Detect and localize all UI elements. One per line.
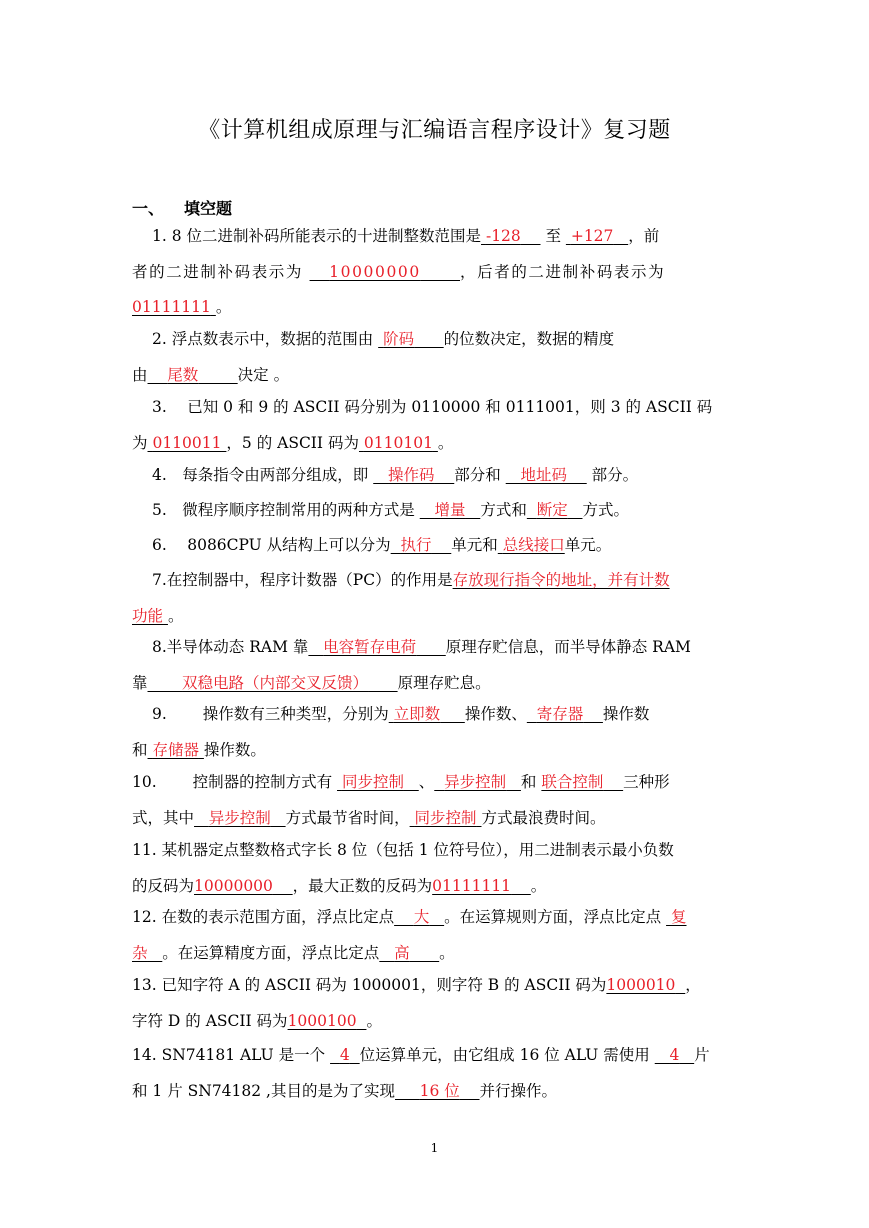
question-text: 12. 在数的表示范围方面，浮点比定点	[132, 908, 395, 926]
answer-blank: 增量	[434, 501, 466, 519]
question-text: 并行操作。	[479, 1081, 558, 1100]
question-text: 单元。	[564, 536, 612, 554]
page-number: 1	[430, 1141, 439, 1155]
question-9	[132, 697, 736, 768]
answer-blank: 操作码	[388, 466, 435, 484]
question-text: 1. 8 位二进制补码所能表示的十进制整数范围是	[152, 227, 482, 245]
question-13	[132, 968, 736, 1039]
answer-blank: 立即数	[393, 705, 441, 723]
question-text: 、	[418, 773, 435, 791]
answer-blank: 杂	[132, 943, 148, 962]
answer-blank: 双稳电路（内部交叉反馈）	[182, 673, 369, 692]
question-text: 方式最节省时间，	[285, 808, 410, 827]
answer-blank: 异步控制	[444, 773, 507, 791]
question-text: 单元和	[451, 536, 498, 554]
answer-blank: 总线接口	[502, 536, 565, 554]
question-text: 7.在控制器中，程序计数器（PC）的作用是	[152, 571, 453, 589]
answer-blank: 1000010	[606, 976, 676, 994]
answer-blank: 0110011	[152, 433, 222, 452]
question-text: 14. SN74181 ALU 是一个	[132, 1046, 326, 1064]
question-text: 为	[132, 433, 148, 452]
question-6	[132, 528, 736, 564]
answer-blank: 尾数	[167, 365, 199, 384]
question-text: 操作数、	[464, 705, 527, 723]
question-text: 字符 D 的 ASCII 码为	[132, 1011, 288, 1030]
question-text: 操作数	[602, 705, 650, 723]
question-text: 和	[520, 773, 537, 791]
answer-blank: 4	[669, 1046, 680, 1064]
question-text: 5. 微程序顺序控制常用的两种方式是	[152, 501, 415, 519]
question-text: ，最大正数的反码为	[292, 876, 433, 895]
question-12	[132, 900, 736, 971]
question-text: 者的二进制补码表示为	[132, 262, 304, 281]
question-text: 位运算单元，由它组成 16 位 ALU 需使用	[359, 1046, 650, 1064]
question-1	[132, 219, 736, 326]
question-text: 部分。	[591, 466, 639, 484]
answer-blank: 电容暂存电荷	[323, 638, 417, 656]
question-text: 。在运算规则方面，浮点比定点	[444, 908, 662, 926]
question-text: 至	[545, 227, 561, 245]
answer-blank: 存放现行指令的地址，并有计数	[452, 571, 670, 589]
question-text: 片	[694, 1046, 710, 1064]
document-title: 《计算机组成原理与汇编语言程序设计》复习题	[198, 118, 671, 143]
answer-blank: 0110101	[363, 433, 433, 452]
question-text: 方式和	[480, 501, 527, 519]
question-10	[132, 765, 736, 836]
question-text: ，5 的 ASCII 码为	[226, 433, 359, 452]
question-text: 3. 已知 0 和 9 的 ASCII 码分别为 0110000 和 0111001，则 3 的 ASCII 码	[152, 398, 713, 416]
question-text: 10. 控制器的控制方式有	[132, 773, 333, 791]
question-text: 13. 已知字符 A 的 ASCII 码为 1000001，则字符 B 的 ASCII 码为	[132, 976, 607, 994]
question-text: 4. 每条指令由两部分组成，即	[152, 466, 369, 484]
question-text: 决定 。	[237, 365, 290, 384]
question-7	[132, 563, 736, 634]
answer-blank: 16 位	[419, 1081, 460, 1100]
answer-blank: 01111111	[432, 876, 512, 895]
question-text: 方式最浪费时间。	[481, 808, 606, 827]
answer-blank: -128	[485, 227, 521, 245]
answer-blank: 同步控制	[414, 808, 477, 827]
answer-blank: 异步控制	[208, 808, 271, 827]
answer-blank: 10000000	[194, 876, 273, 895]
question-11	[132, 833, 736, 904]
question-text: ，前	[628, 227, 660, 245]
answer-blank: 复	[671, 908, 687, 926]
question-text: 部分和	[454, 466, 501, 484]
question-text: 。	[167, 606, 184, 625]
question-2	[132, 322, 736, 393]
question-4	[132, 458, 736, 494]
question-text: 9. 操作数有三种类型，分别为	[152, 705, 389, 723]
question-text: 靠	[132, 673, 148, 692]
section-heading	[132, 196, 232, 219]
question-text: 和 1 片 SN74182 ,其目的是为了实现	[132, 1081, 395, 1100]
answer-blank: 01111111	[132, 298, 211, 316]
question-text: 原理存贮信息，而半导体静态 RAM	[445, 638, 691, 656]
section-label: 填空题	[184, 199, 233, 218]
question-text: 。在运算精度方面，浮点比定点	[162, 943, 380, 962]
answer-blank: 地址码	[520, 466, 567, 484]
question-8	[132, 630, 736, 701]
question-text: 的位数决定，数据的精度	[443, 330, 615, 348]
answer-blank: 1000100	[287, 1011, 357, 1030]
question-text: 方式。	[582, 501, 629, 519]
question-3	[132, 390, 736, 461]
answer-blank: 10000000	[329, 262, 421, 281]
question-text: 11. 某机器定点整数格式字长 8 位（包括 1 位符号位），用二进制表示最小负数	[132, 841, 674, 859]
question-text: 。	[530, 876, 547, 895]
question-text: 。	[215, 298, 232, 316]
answer-blank: 高	[394, 943, 410, 962]
answer-blank: 同步控制	[341, 773, 404, 791]
question-14	[132, 1038, 736, 1109]
answer-blank: 断定	[536, 501, 568, 519]
question-text: 原理存贮息。	[397, 673, 491, 692]
question-text: 。	[439, 943, 455, 962]
answer-blank: 大	[413, 908, 430, 926]
answer-blank: 4	[339, 1046, 350, 1064]
question-5	[132, 493, 736, 529]
question-text: 的反码为	[132, 876, 195, 895]
answer-blank: 执行	[400, 536, 432, 554]
question-text: ，后者的二进制补码表示为	[460, 262, 666, 281]
question-text: 操作数。	[203, 740, 266, 759]
question-text: 三种形	[623, 773, 670, 791]
answer-blank: 存储器	[152, 740, 199, 759]
answer-blank: 阶码	[383, 330, 415, 348]
answer-blank: 联合控制	[541, 773, 604, 791]
question-text: ，	[685, 976, 701, 994]
section-number: 一、	[132, 199, 165, 218]
answer-blank: 寄存器	[536, 705, 584, 723]
answer-blank: +127	[570, 227, 614, 245]
question-text: 式，其中	[132, 808, 195, 827]
answer-blank: 功能	[132, 606, 164, 625]
question-text: 2. 浮点数表示中，数据的范围由	[152, 330, 374, 348]
question-text: 8.半导体动态 RAM 靠	[152, 638, 309, 656]
question-text: 6. 8086CPU 从结构上可以分为	[152, 536, 391, 554]
question-text: 。	[437, 433, 454, 452]
question-text: 。	[366, 1011, 382, 1030]
question-text: 由	[132, 365, 148, 384]
question-text: 和	[132, 740, 148, 759]
